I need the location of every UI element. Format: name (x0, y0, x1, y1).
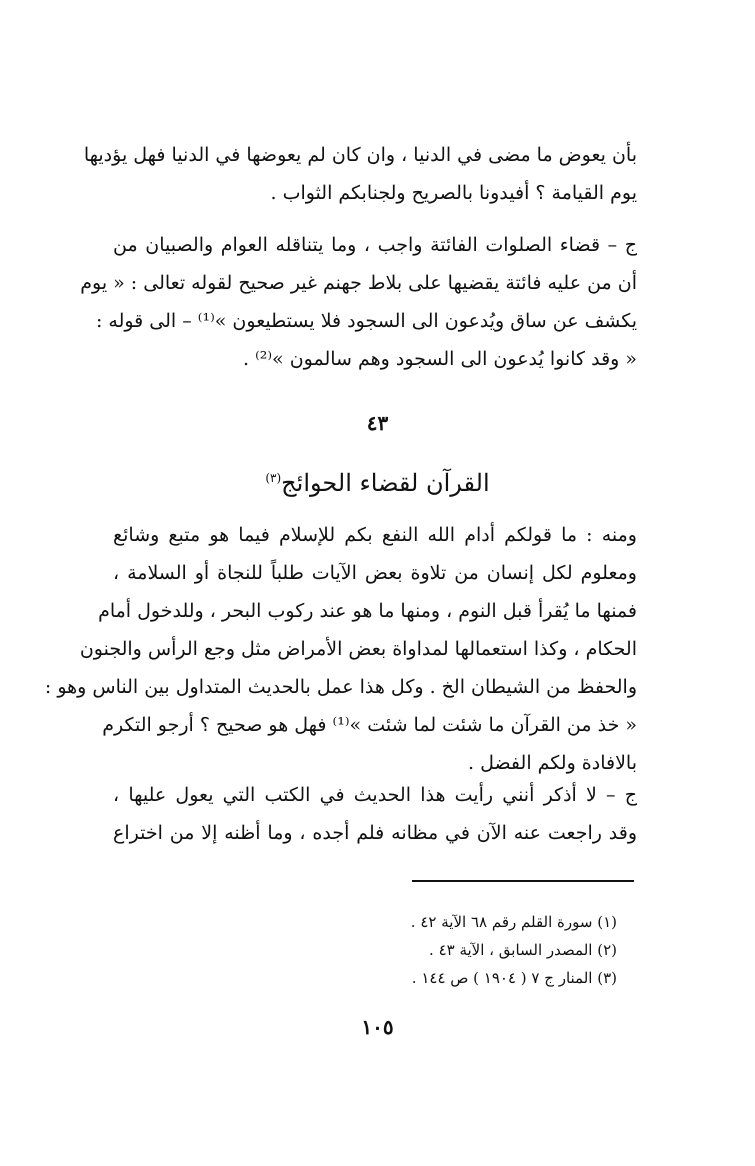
section-title-footnote-ref: (٣) (265, 471, 282, 485)
text-line: يوم القيامة ؟ أفيدونا بالصريح ولجنابكم الثواب . (270, 182, 637, 204)
text-line: ومعلوم لكل إنسان من تلاوة بعض الآيات طلباً للنجاة أو السلامة ، (113, 562, 637, 584)
footnote-1: (١) سورة القلم رقم ٦٨ الآية ٤٢ . (410, 913, 617, 931)
text-line: أن من عليه فائتة يقضيها على بلاط جهنم غير صحيح لقوله تعالى : « يوم (80, 272, 637, 294)
footnote-divider (412, 880, 634, 882)
text-line: ومنه : ما قولكم أدام الله النفع بكم للإسلام فيما هو متبع وشائع (113, 524, 637, 546)
answer-paragraph-hadith (113, 776, 637, 852)
footnote-2: (٢) المصدر السابق ، الآية ٤٣ . (429, 941, 617, 959)
text-line: والحفظ من الشيطان الخ . وكل هذا عمل بالحديث المتداول بين الناس وهو : (44, 676, 637, 698)
section-title-text: القرآن لقضاء الحوائج (281, 469, 490, 497)
text-line: ج – لا أذكر أنني رأيت هذا الحديث في الكتب التي يعول عليها ، (113, 784, 637, 806)
footnote-3: (٣) المنار ج ٧ ( ١٩٠٤ ) ص ١٤٤ . (411, 969, 617, 987)
footnotes (357, 908, 617, 992)
text-line: بالافادة ولكم الفضل . (467, 752, 637, 774)
text-line: « وقد كانوا يُدعون الى السجود وهم سالمون »⁽²⁾ . (243, 348, 637, 370)
text-line: يكشف عن ساق ويُدعون الى السجود فلا يستطيعون »⁽¹⁾ – الى قوله : (95, 310, 637, 332)
text-line: ج – قضاء الصلوات الفائتة واجب ، وما يتناقله العوام والصبيان من (113, 234, 637, 256)
section-number: ٤٣ (366, 411, 389, 435)
section-title (0, 458, 755, 503)
text-line: « خذ من القرآن ما شئت لما شئت »⁽¹⁾ فهل هو صحيح ؟ أرجو التكرم (102, 714, 637, 736)
answer-paragraph-prayers (80, 226, 637, 378)
page-number: ١٠٥ (361, 1015, 394, 1039)
question-paragraph (44, 516, 637, 782)
text-line: بأن يعوض ما مضى في الدنيا ، وان كان لم يعوضها في الدنيا فهل يؤديها (83, 144, 637, 166)
text-line: فمنها ما يُقرأ قبل النوم ، ومنها ما هو عند ركوب البحر ، وللدخول أمام (98, 600, 637, 622)
paragraph-continuation (83, 136, 637, 212)
text-line: وقد راجعت عنه الآن في مظانه فلم أجده ، وما أظنه إلا من اختراع (113, 822, 637, 844)
text-line: الحكام ، وكذا استعمالها لمداواة بعض الأمراض مثل وجع الرأس والجنون (79, 638, 637, 660)
